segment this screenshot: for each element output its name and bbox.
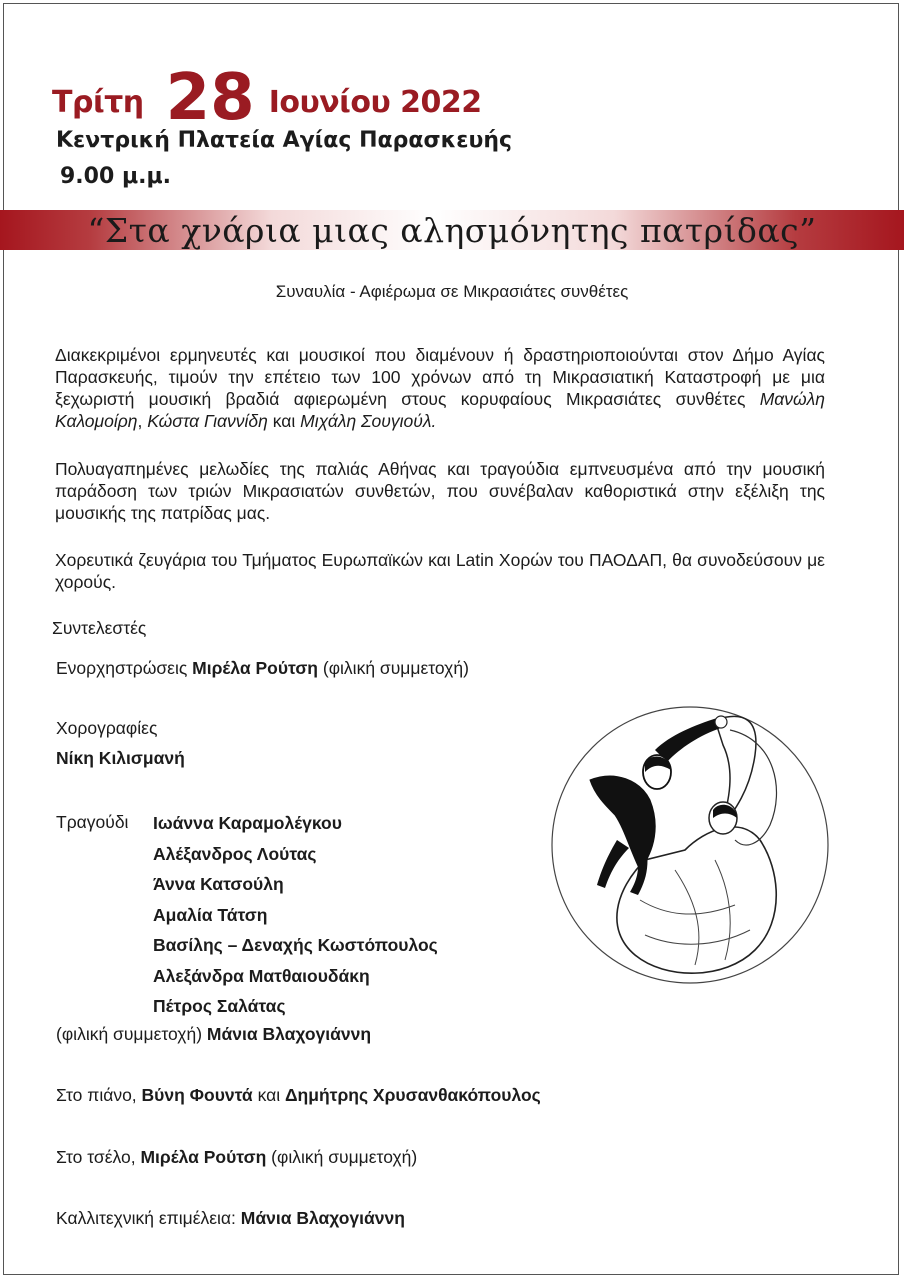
month-year: Ιουνίου 2022	[268, 85, 482, 120]
artistic-direction-credit	[56, 1208, 405, 1229]
conjunction: και	[252, 1085, 285, 1105]
intro-paragraph	[55, 344, 825, 432]
choreography-name: Νίκη Κιλισμανή	[56, 748, 185, 768]
cello-label: Στο τσέλο,	[56, 1147, 141, 1167]
concert-subtitle: Συναυλία - Αφιέρωμα σε Μικρασιάτες συνθέτες	[275, 282, 629, 301]
choreography-label: Χορογραφίες	[56, 718, 158, 738]
separator: ,	[137, 411, 148, 431]
singing-label: Τραγούδι	[56, 812, 129, 832]
intro-text: Διακεκριμένοι ερμηνευτές και μουσικοί που διαμένουν ή δραστηριοποιούνται στον Δήμο Αγίας Παρασκευής, τιμούν την επέτειο των 100 χρόνων από τη Μικρασιατική Καταστροφή με μια ξεχωριστή μουσική βραδιά αφιερωμένη στους κορυφαίους Μικρασιάτες συνθέτες	[55, 345, 825, 409]
singer-name: Άννα Κατσούλη	[153, 874, 284, 894]
separator: και	[267, 411, 301, 431]
dancing-couple-icon	[545, 700, 835, 990]
singer-name: Βασίλης – Δεναχής Κωστόπουλος	[153, 935, 438, 955]
singer-name: Αμαλία Τάτση	[153, 904, 268, 925]
dancers-paragraph: Χορευτικά ζευγάρια του Τμήματος Ευρωπαϊκών και Latin Χορών του ΠΑΟΔΑΠ, θα συνοδεύσουν με χορούς.	[55, 550, 825, 592]
cellist-name: Μιρέλα Ρούτση	[140, 1147, 267, 1167]
concert-title: “Στα χνάρια μιας αλησμόνητης πατρίδας”	[87, 211, 817, 250]
singer-name: Αλεξάνδρα Ματθαιουδάκη	[153, 965, 370, 986]
singers-list	[153, 808, 438, 1022]
singer-name: Πέτρος Σαλάτας	[153, 996, 286, 1016]
orchestration-name: Μιρέλα Ρούτση	[192, 658, 318, 678]
cello-note: (φιλική συμμετοχή)	[266, 1147, 418, 1167]
artistic-label: Καλλιτεχνική επιμέλεια:	[56, 1208, 241, 1228]
composer-kalomiris: Μανώλη Καλομοίρη	[55, 389, 825, 431]
orchestration-credit	[56, 658, 469, 679]
pianist-name: Δημήτρης Χρυσανθακόπουλος	[284, 1085, 541, 1105]
credits-heading: Συντελεστές	[52, 618, 147, 638]
orchestration-note: (φιλική συμμετοχή)	[318, 658, 469, 678]
artistic-director-name: Μάνια Βλαχογιάννη	[240, 1208, 405, 1228]
event-time: 9.00 μ.μ.	[60, 164, 172, 189]
singer-name: Ιωάννα Καραμολέγκου	[153, 813, 342, 833]
event-date	[52, 60, 482, 135]
melodies-paragraph: Πολυαγαπημένες μελωδίες της παλιάς Αθήνας και τραγούδια εμπνευσμένα από την μουσική παράδοση των τριών Μικρασιατών συνθετών, που συνέβαλαν καθοριστικά στην εξέλιξη της μουσικής της πατρίδας μας.	[55, 459, 825, 523]
piano-label: Στο πιάνο,	[56, 1085, 142, 1105]
composer-sougioul: Μιχάλη Σουγιούλ.	[300, 411, 437, 431]
dancing-couple-illustration	[545, 700, 835, 990]
guest-singer-credit	[56, 1024, 371, 1045]
day-number: 28	[165, 61, 255, 135]
singer-name: Αλέξανδρος Λούτας	[153, 843, 317, 864]
venue: Κεντρική Πλατεία Αγίας Παρασκευής	[56, 128, 513, 153]
guest-name: Μάνια Βλαχογιάννη	[206, 1024, 372, 1044]
pianist-name: Βύνη Φουντά	[141, 1085, 253, 1105]
orchestration-label: Ενορχηστρώσεις	[56, 658, 193, 678]
guest-note: (φιλική συμμετοχή)	[56, 1024, 207, 1044]
weekday: Τρίτη	[52, 85, 144, 120]
composer-giannidis: Κώστα Γιαννίδη	[147, 411, 268, 431]
cello-credit	[56, 1147, 417, 1168]
piano-credit	[56, 1085, 541, 1106]
